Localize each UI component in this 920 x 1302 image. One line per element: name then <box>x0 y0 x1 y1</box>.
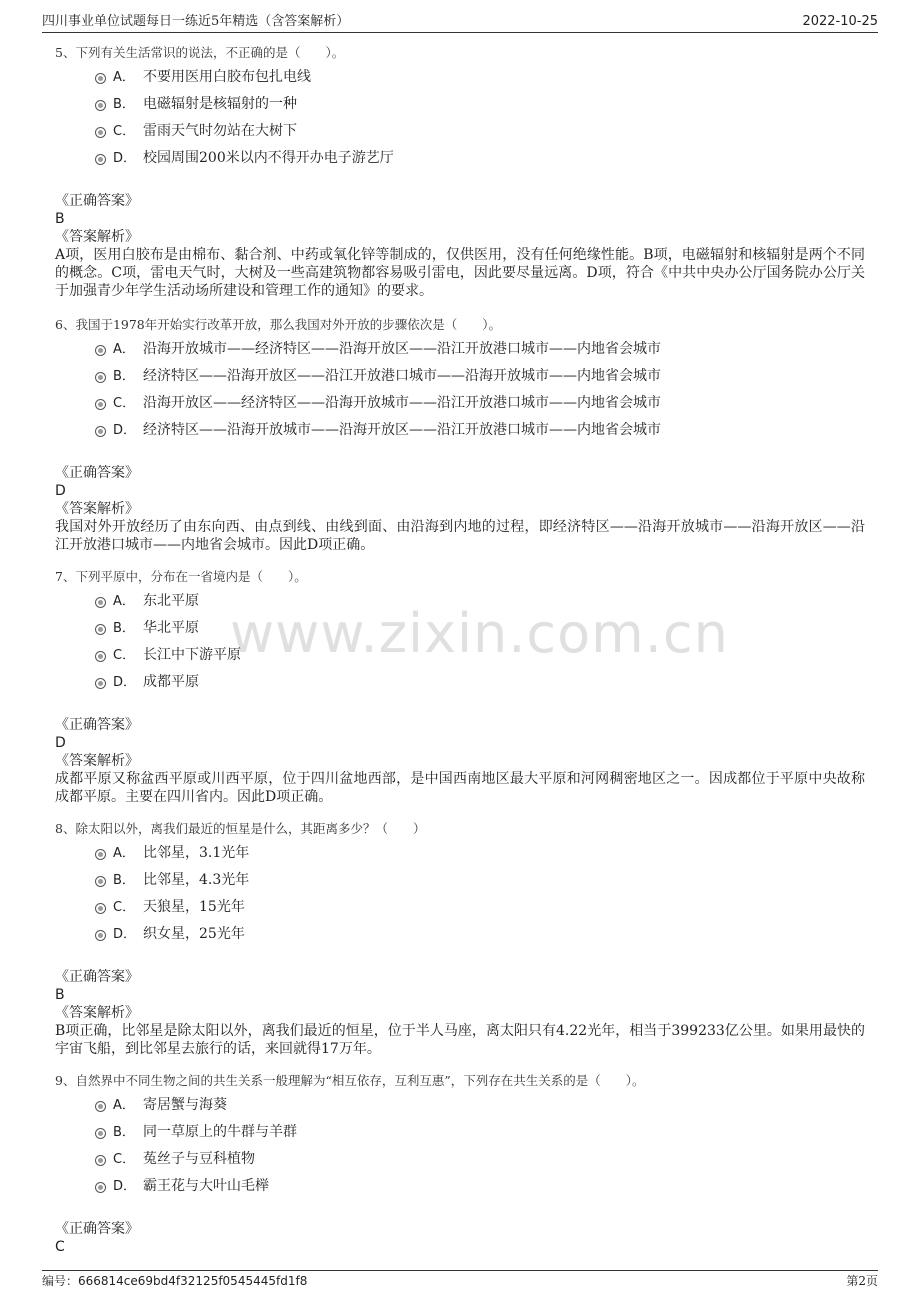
option-text: 华北平原 <box>143 620 199 636</box>
analysis-label: 《答案解析》 <box>55 753 139 769</box>
option-d[interactable] <box>55 669 865 696</box>
radio-icon[interactable] <box>95 903 106 914</box>
option-text: 经济特区——沿海开放城市——沿海开放区——沿江开放港口城市——内地省会城市 <box>143 422 661 438</box>
option-c[interactable] <box>55 390 865 417</box>
option-text: 同一草原上的牛群与羊群 <box>143 1124 297 1140</box>
option-text: 霸王花与大叶山毛榉 <box>143 1178 269 1194</box>
radio-icon[interactable] <box>95 100 106 111</box>
watermark: www.zixin.com.cn <box>230 602 729 665</box>
question-stem: 5、下列有关生活常识的说法，不正确的是（ ）。 <box>55 45 345 60</box>
option-d[interactable] <box>55 1173 865 1200</box>
question-9 <box>55 1072 865 1256</box>
correct-answer-label: 《正确答案》 <box>55 465 139 481</box>
document-date: 2022-10-25 <box>802 14 878 29</box>
radio-icon[interactable] <box>95 345 106 356</box>
analysis-label: 《答案解析》 <box>55 229 139 245</box>
radio-icon[interactable] <box>95 849 106 860</box>
analysis-text: A项，医用白胶布是由棉布、黏合剂、中药或氧化锌等制成的，仅供医用，没有任何绝缘性能。B项，电磁辐射和核辐射是两个不同的概念。C项，雷电天气时，大树及一些高建筑物都容易吸引雷电，因此要尽量远离。D项，符合《中共中央办公厅国务院办公厅关于加强青少年学生活动场所建设和管理工作的通知》的要求。 <box>55 247 865 299</box>
page-number: 第2页 <box>846 1274 878 1288</box>
correct-answer-label: 《正确答案》 <box>55 193 139 209</box>
radio-icon[interactable] <box>95 127 106 138</box>
question-stem: 7、下列平原中，分布在一省境内是（ ）。 <box>55 569 307 584</box>
option-letter: C． <box>113 648 136 663</box>
question-stem: 8、除太阳以外，离我们最近的恒星是什么，其距离多少？（ ） <box>55 821 426 836</box>
option-b[interactable] <box>55 1119 865 1146</box>
radio-icon[interactable] <box>95 1128 106 1139</box>
radio-icon[interactable] <box>95 651 106 662</box>
option-text: 比邻星，4.3光年 <box>143 872 250 888</box>
correct-answer: B <box>55 211 65 227</box>
option-d[interactable] <box>55 145 865 172</box>
option-b[interactable] <box>55 867 865 894</box>
analysis-label: 《答案解析》 <box>55 1005 139 1021</box>
option-c[interactable] <box>55 1146 865 1173</box>
option-c[interactable] <box>55 894 865 921</box>
question-stem: 6、我国于1978年开始实行改革开放，那么我国对外开放的步骤依次是（ ）。 <box>55 317 502 332</box>
radio-icon[interactable] <box>95 73 106 84</box>
radio-icon[interactable] <box>95 1155 106 1166</box>
option-letter: A． <box>113 1098 135 1113</box>
option-text: 成都平原 <box>143 674 199 690</box>
option-letter: B． <box>113 621 135 636</box>
question-8 <box>55 820 865 1058</box>
option-letter: B． <box>113 873 135 888</box>
analysis-text: B项正确，比邻星是除太阳以外，离我们最近的恒星，位于半人马座，离太阳只有4.22光年，相当于399233亿公里。如果用最快的宇宙飞船，到比邻星去旅行的话，来回就得17万年。 <box>55 1023 865 1057</box>
question-7 <box>55 568 865 806</box>
option-text: 经济特区——沿海开放区——沿江开放港口城市——沿海开放城市——内地省会城市 <box>143 368 661 384</box>
correct-answer-label: 《正确答案》 <box>55 717 139 733</box>
option-letter: D． <box>113 151 137 166</box>
option-text: 菟丝子与豆科植物 <box>143 1151 255 1167</box>
option-letter: A． <box>113 70 135 85</box>
option-a[interactable] <box>55 336 865 363</box>
option-letter: D． <box>113 1179 137 1194</box>
option-letter: A． <box>113 342 135 357</box>
correct-answer: D <box>55 483 66 499</box>
option-text: 沿海开放区——经济特区——沿海开放城市——沿江开放港口城市——内地省会城市 <box>143 395 661 411</box>
question-6 <box>55 316 865 554</box>
option-text: 织女星，25光年 <box>143 926 245 942</box>
option-b[interactable] <box>55 615 865 642</box>
option-text: 寄居蟹与海葵 <box>143 1097 227 1113</box>
correct-answer-label: 《正确答案》 <box>55 1221 139 1237</box>
question-5 <box>55 44 865 300</box>
option-letter: C． <box>113 396 136 411</box>
question-stem: 9、自然界中不同生物之间的共生关系一般理解为“相互依存，互利互惠”，下列存在共生关系的是（ ）。 <box>55 1073 645 1088</box>
option-b[interactable] <box>55 363 865 390</box>
correct-answer: B <box>55 987 65 1003</box>
option-d[interactable] <box>55 417 865 444</box>
option-text: 天狼星，15光年 <box>143 899 245 915</box>
option-letter: A． <box>113 594 135 609</box>
radio-icon[interactable] <box>95 154 106 165</box>
option-letter: C． <box>113 1152 136 1167</box>
option-a[interactable] <box>55 64 865 91</box>
option-text: 不要用医用白胶布包扎电线 <box>143 69 311 85</box>
option-text: 校园周围200米以内不得开办电子游艺厅 <box>143 150 394 166</box>
option-text: 沿海开放城市——经济特区——沿海开放区——沿江开放港口城市——内地省会城市 <box>143 341 661 357</box>
document-code: 编号：666814ce69bd4f32125f0545445fd1f8 <box>42 1274 308 1288</box>
option-a[interactable] <box>55 588 865 615</box>
option-letter: A． <box>113 846 135 861</box>
option-d[interactable] <box>55 921 865 948</box>
analysis-text: 我国对外开放经历了由东向西、由点到线、由线到面、由沿海到内地的过程，即经济特区——沿海开放城市——沿海开放区——沿江开放港口城市——内地省会城市。因此D项正确。 <box>55 519 865 553</box>
option-letter: D． <box>113 423 137 438</box>
radio-icon[interactable] <box>95 678 106 689</box>
option-text: 长江中下游平原 <box>143 647 241 663</box>
option-text: 比邻星，3.1光年 <box>143 845 250 861</box>
option-c[interactable] <box>55 642 865 669</box>
correct-answer: D <box>55 735 66 751</box>
option-letter: B． <box>113 369 135 384</box>
radio-icon[interactable] <box>95 930 106 941</box>
analysis-text: 成都平原又称盆西平原或川西平原，位于四川盆地西部，是中国西南地区最大平原和河网稠密地区之一。因成都位于平原中央故称成都平原。主要在四川省内。因此D项正确。 <box>55 771 865 805</box>
option-text: 电磁辐射是核辐射的一种 <box>143 96 297 112</box>
option-letter: D． <box>113 675 137 690</box>
option-letter: B． <box>113 1125 135 1140</box>
option-letter: C． <box>113 124 136 139</box>
analysis-label: 《答案解析》 <box>55 501 139 517</box>
option-letter: C． <box>113 900 136 915</box>
option-b[interactable] <box>55 91 865 118</box>
option-a[interactable] <box>55 1092 865 1119</box>
option-a[interactable] <box>55 840 865 867</box>
correct-answer: C <box>55 1239 65 1255</box>
page-footer <box>42 1270 878 1291</box>
radio-icon[interactable] <box>95 876 106 887</box>
radio-icon[interactable] <box>95 399 106 410</box>
option-text: 雷雨天气时勿站在大树下 <box>143 123 297 139</box>
option-letter: B． <box>113 97 135 112</box>
radio-icon[interactable] <box>95 597 106 608</box>
radio-icon[interactable] <box>95 372 106 383</box>
option-text: 东北平原 <box>143 593 199 609</box>
radio-icon[interactable] <box>95 1182 106 1193</box>
document-title: 四川事业单位试题每日一练近5年精选（含答案解析） <box>42 14 350 29</box>
option-c[interactable] <box>55 118 865 145</box>
radio-icon[interactable] <box>95 426 106 437</box>
radio-icon[interactable] <box>95 1101 106 1112</box>
page-header <box>42 12 878 33</box>
correct-answer-label: 《正确答案》 <box>55 969 139 985</box>
option-letter: D． <box>113 927 137 942</box>
radio-icon[interactable] <box>95 624 106 635</box>
